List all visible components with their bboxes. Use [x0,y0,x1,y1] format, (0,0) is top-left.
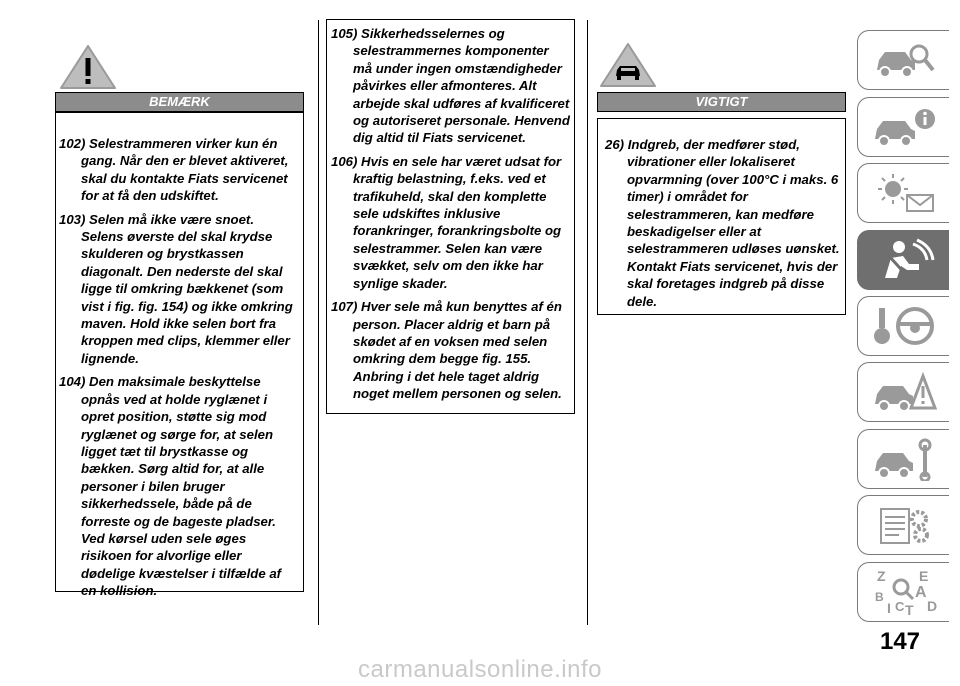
index-letter: D [926,598,937,614]
index-letter: C [894,599,904,614]
alphabetical-index-icon [869,567,939,617]
chapter-tab-technical-data[interactable] [857,495,949,555]
page-number: 147 [879,628,921,655]
note-104: 104) Den maksimale beskyttelse opnås ved at holde ryglænet i opret position, støtte sig mod ryglænet og sørge for, at selen ligget tæt til brystkasse og bækken. Sørg altid for, at alle personer i bilen bruger sikkerhedssele, både på de forreste og de bageste pladser. Ved kørsel uden sele øges risikoen for alvorlige eller dødelige kvæstelser i tilfælde af en kollision. [59,374,282,599]
car-maintenance-icon [869,437,939,481]
index-letter: Z [876,568,886,584]
important-banner: VIGTIGT [597,92,846,112]
note-103: 103) Selen må ikke være snoet. Selens øverste del skal krydse skulderen og brystkassen diagonalt. Den nederste del skal ligge til omkring bækkenet (som vist i fig. fig. 154) og ikke omkring maven. Hold ikke selen bort fra kroppen med clips, klemmer eller lignende. [59,211,293,366]
seatbelt-safety-icon [869,238,939,282]
chapter-tab-index[interactable] [857,562,949,622]
notes-box-1 [55,112,304,599]
column-divider [587,20,588,625]
index-letter: B [874,590,884,604]
notes-box-3 [597,118,846,315]
car-warning-triangle-icon [598,42,658,88]
column-divider [318,20,319,625]
note-26: 26) Indgreb, der medfører stød, vibrationer eller lokaliseret opvarmning (over 100°C i maks. 6 timer) i området for selestrammeren, kan medføre beskadigelser eller at selestrammeren udløses uønsket. Kontakt Fiats servicenet, hvis der skal foretages indgreb på disse dele. [605,137,840,309]
chapter-tab-starting-driving[interactable] [857,296,949,356]
dashboard-light-message-icon [869,171,939,215]
chapter-tab-info[interactable] [857,97,949,157]
site-watermark: carmanualsonline.info [358,656,602,683]
note-102: 102) Selestrammeren virker kun én gang. Når den er blevet aktiveret, skal du kontakte Fiats servicenet for at få den udskiftet. [59,136,289,204]
technical-data-icon [869,503,939,547]
car-search-icon [869,38,939,82]
chapter-tab-dashboard[interactable] [857,163,949,223]
chapter-tab-safety[interactable] [857,230,949,290]
warning-triangle-icon [58,44,118,90]
chapter-tab-emergency[interactable] [857,362,949,422]
car-info-icon [869,105,939,149]
key-steering-wheel-icon [869,304,939,348]
index-letter: E [918,568,928,584]
note-106: 106) Hvis en sele har været udsat for kraftig belastning, f.eks. ved et trafikuheld, skal den komplette sele udskiftes inklusive forankringer, forankringsbolte og selestrammer. Selen kan være svækket, selv om den ikke har synlige skader. [331,153,562,291]
notes-box-2 [326,19,575,414]
note-107: 107) Hver sele må kun benyttes af én person. Placer aldrig et barn på skødet af en voksen med selen omkring dem begge fig. 155. Anbring i det hele taget aldrig noget mellem personen og selen. [331,299,562,402]
chapter-tab-maintenance[interactable] [857,429,949,489]
chapter-tab-knowing-car[interactable] [857,30,949,90]
note-105: 105) Sikkerhedsselernes og selestrammernes komponenter må under ingen omstændigheder påvirkes eller afmonteres. Alt arbejde skal udføres af kvalificeret og autoriseret personale. Henvend dig altid til Fiats servicenet. [331,26,570,146]
index-letter: A [914,584,927,601]
note-banner: BEMÆRK [55,92,304,112]
emergency-triangle-icon [869,370,939,414]
index-letter: I [886,600,891,616]
index-letter: T [904,602,914,617]
